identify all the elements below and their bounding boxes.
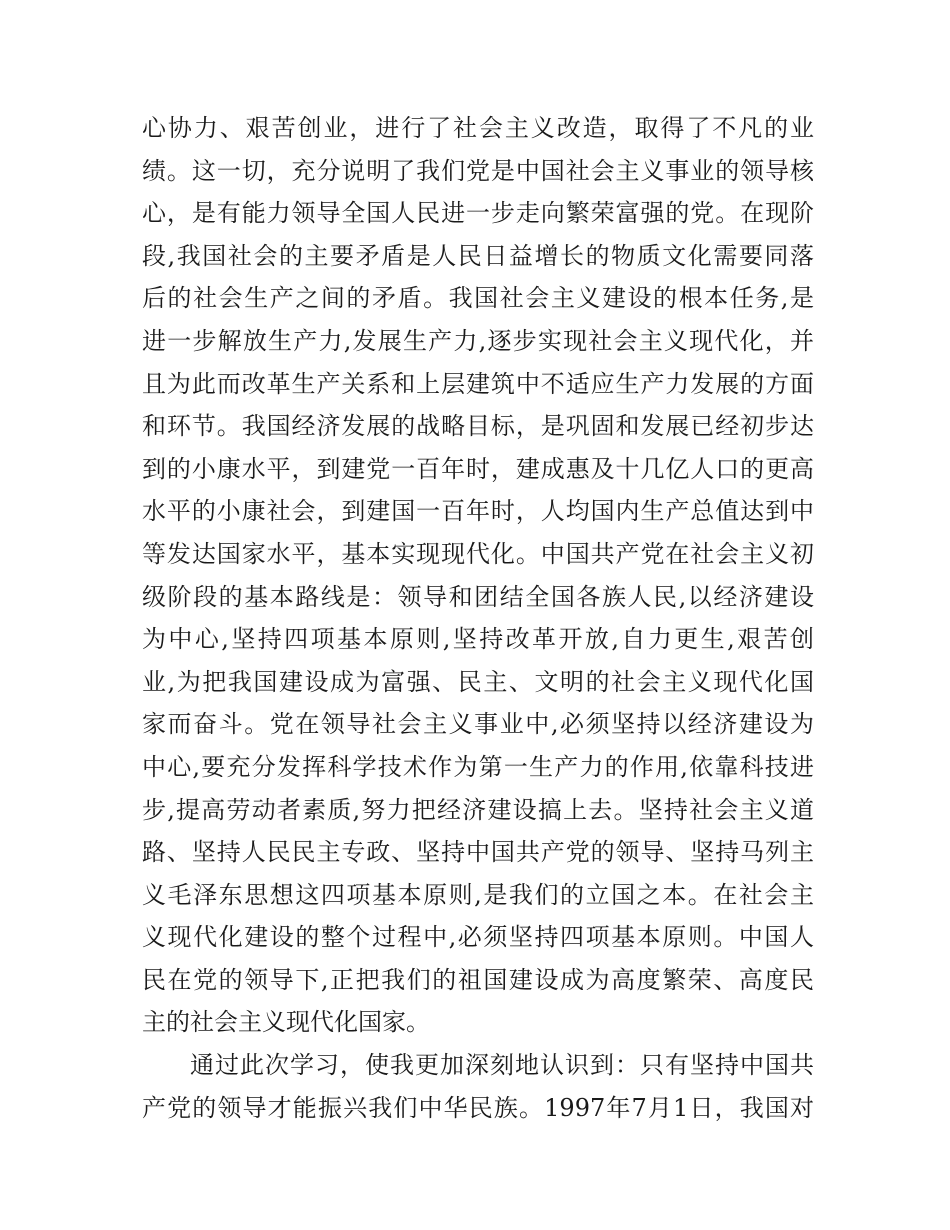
text-line: 水平的小康社会，到建国一百年时，人均国内生产总值达到中 [142, 497, 814, 526]
text-line: 级阶段的基本路线是：领导和团结全国各族人民,以经济建设 [142, 582, 814, 611]
text-line: 为中心,坚持四项基本原则,坚持改革开放,自力更生,艰苦创 [142, 625, 814, 654]
text-line: 中心,要充分发挥科学技术作为第一生产力的作用,依靠科技进 [142, 752, 814, 781]
text-line: 和环节。我国经济发展的战略目标，是巩固和发展已经初步达 [142, 412, 814, 441]
text-line: 义毛泽东思想这四项基本原则,是我们的立国之本。在社会主 [142, 880, 814, 909]
text-line: 进一步解放生产力,发展生产力,逐步实现社会主义现代化，并 [142, 326, 814, 355]
document-body [142, 107, 814, 1129]
text-line-last: 主的社会主义现代化国家。 [142, 1008, 430, 1037]
text-line-indented: 通过此次学习，使我更加深刻地认识到：只有坚持中国共 [190, 1051, 814, 1080]
text-line: 义现代化建设的整个过程中,必须坚持四项基本原则。中国人 [142, 923, 814, 952]
text-line: 到的小康水平，到建党一百年时，建成惠及十几亿人口的更高 [142, 454, 814, 483]
text-line: 产党的领导才能振兴我们中华民族。1997年7月1日，我国对 [142, 1093, 814, 1122]
text-line: 心，是有能力领导全国人民进一步走向繁荣富强的党。在现阶 [142, 199, 814, 228]
text-line: 民在党的领导下,正把我们的祖国建设成为高度繁荣、高度民 [142, 965, 814, 994]
text-line: 等发达国家水平，基本实现现代化。中国共产党在社会主义初 [142, 539, 814, 568]
text-line: 段,我国社会的主要矛盾是人民日益增长的物质文化需要同落 [142, 241, 814, 270]
text-line: 且为此而改革生产关系和上层建筑中不适应生产力发展的方面 [142, 369, 814, 398]
text-line: 路、坚持人民民主专政、坚持中国共产党的领导、坚持马列主 [142, 838, 814, 867]
text-line: 后的社会生产之间的矛盾。我国社会主义建设的根本任务,是 [142, 284, 814, 313]
text-line: 家而奋斗。党在领导社会主义事业中,必须坚持以经济建设为 [142, 710, 814, 739]
text-line: 绩。这一切，充分说明了我们党是中国社会主义事业的领导核 [142, 156, 814, 185]
text-line: 业,为把我国建设成为富强、民主、文明的社会主义现代化国 [142, 667, 814, 696]
text-line: 心协力、艰苦创业，进行了社会主义改造，取得了不凡的业 [142, 114, 814, 142]
text-line: 步,提高劳动者素质,努力把经济建设搞上去。坚持社会主义道 [142, 795, 814, 824]
